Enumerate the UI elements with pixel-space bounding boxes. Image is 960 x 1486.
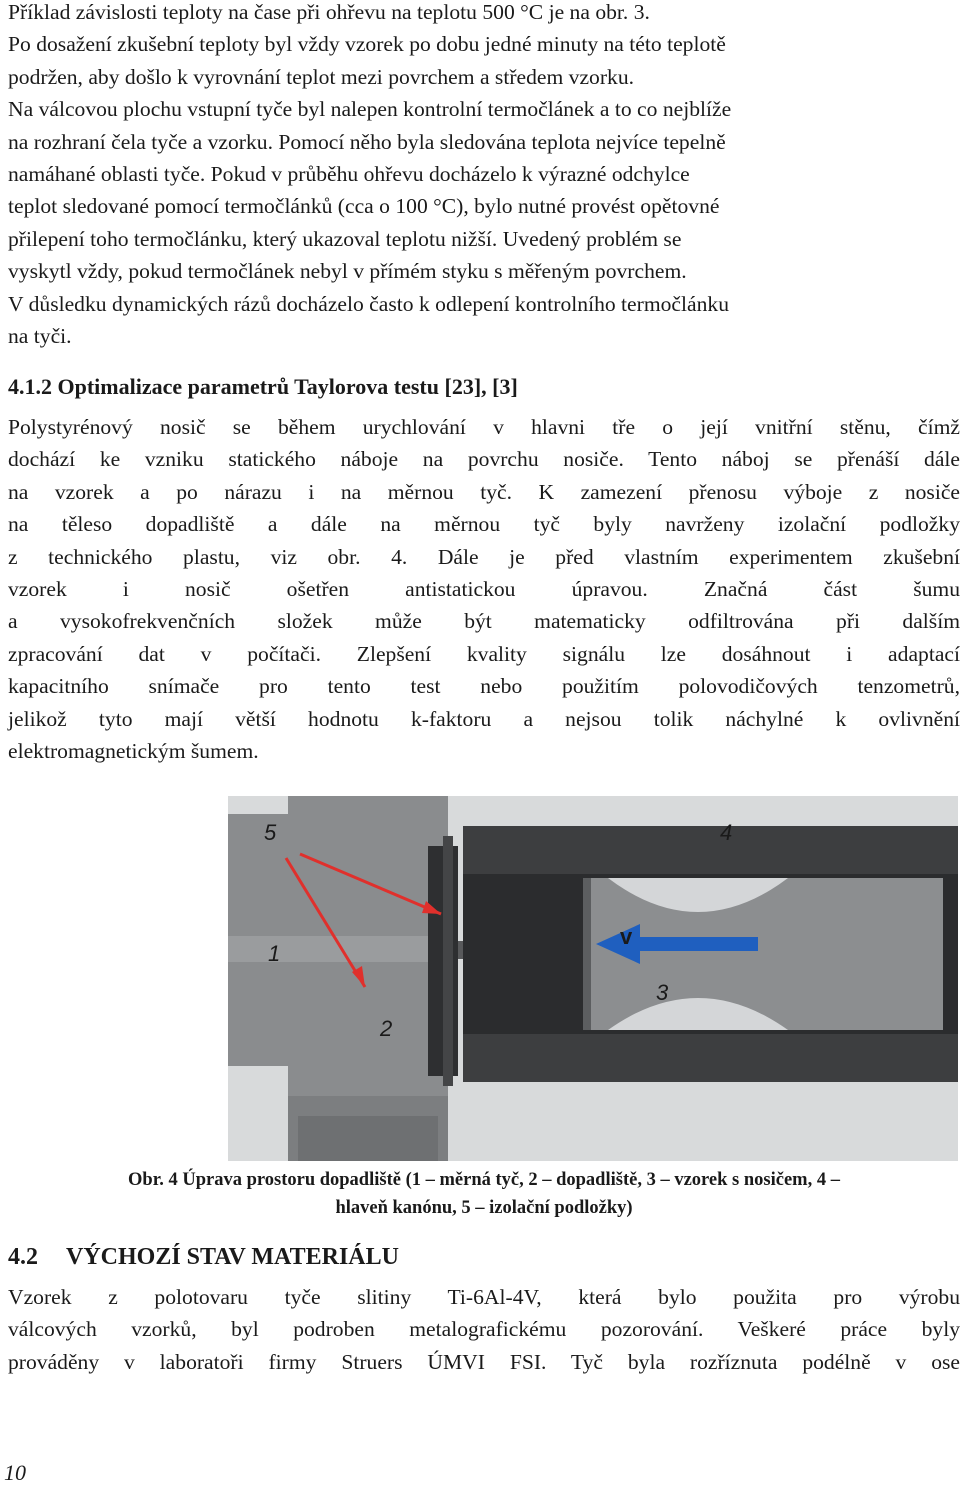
text-line: Příklad závislosti teploty na čase při ohřevu na teplotu 500 °C je na obr. 3. (8, 0, 650, 24)
barrel-bottom (463, 1034, 958, 1082)
text-line: Po dosažení zkušební teploty byl vždy vzorek po dobu jedné minuty na této teplotě (8, 32, 726, 57)
text-line: prováděny v laboratoři firmy Struers ÚMVI FSI. Tyč byla rozříznuta podélně v ose (8, 1349, 960, 1374)
text-line: V důsledku dynamických rázů docházelo často k odlepení kontrolního termočlánku (8, 291, 729, 316)
label-2: 2 (380, 1016, 393, 1041)
section-heading-4-1-2: 4.1.2 Optimalizace parametrů Taylorova testu [23], [3] (8, 374, 518, 399)
text-line: na vzorek a po nárazu i na měrnou tyč. K zamezení přenosu výboje z nosiče (8, 479, 960, 504)
text-line: Na válcovou plochu vstupní tyče byl nalepen kontrolní termočlánek a to co nejblíže (8, 97, 732, 122)
label-1: 1 (268, 941, 281, 966)
text-line: vzorek i nosič ošetřen antistatickou úpravou. Značná část šumu (8, 577, 960, 602)
label-v: v (620, 924, 633, 949)
section-number: 4.2 (8, 1244, 38, 1270)
label-4: 4 (720, 820, 733, 845)
text-line: elektromagnetickým šumem. (8, 739, 259, 764)
text-line: na těleso dopadliště a dále na měrnou tyč byly navrženy izolační podložky (8, 512, 960, 537)
paragraph-material (8, 1281, 960, 1378)
section-title: VÝCHOZÍ STAV MATERIÁLU (66, 1244, 399, 1270)
label-3: 3 (656, 980, 669, 1005)
insulation-pad (443, 836, 453, 1086)
caption-line: Obr. 4 Úprava prostoru dopadliště (1 – měrná tyč, 2 – dopadliště, 3 – vzorek s nosičem, 4 – (128, 1170, 840, 1190)
text-line: namáhané oblasti tyče. Pokud v průběhu ohřevu docházelo k výrazné odchylce (8, 162, 690, 187)
body-notch (228, 796, 288, 814)
text-line: na tyči. (8, 324, 72, 349)
text-line: z technického plastu, viz obr. 4. Dále je před vlastním experimentem zkušební (8, 544, 960, 569)
impact-body-foot (298, 1116, 438, 1161)
text-line: teplot sledované pomocí termočlánků (cca o 100 °C), bylo nutné provést opětovné (8, 194, 720, 219)
text-line: Polystyrénový nosič se během urychlování v hlavni tře o její vnitřní stěnu, čímž (8, 415, 960, 439)
barrel-top (463, 826, 958, 874)
velocity-arrow-shaft (638, 937, 758, 951)
paragraph-temperature (8, 0, 960, 352)
figure-impact-chamber (228, 796, 958, 1161)
measuring-bar (228, 936, 448, 962)
sample-face (583, 878, 591, 1030)
body-notch (228, 1066, 288, 1161)
text-line: kapacitního snímače pro tento test nebo použitím polovodičových tenzometrů, (8, 674, 960, 699)
impact-chamber-diagram (228, 796, 958, 1161)
page-number: 10 (4, 1460, 26, 1485)
paragraph-optimization (8, 411, 960, 767)
text-line: Vzorek z polotovaru tyče slitiny Ti-6Al-4V, která bylo použita pro výrobu (8, 1285, 960, 1309)
figure-caption (8, 1166, 960, 1222)
text-line: zpracování dat v počítači. Zlepšení kvality signálu lze dosáhnout i adaptací (8, 641, 960, 666)
text-line: dochází ke vzniku statického náboje na povrchu nosiče. Tento náboj se přenáší dále (8, 447, 960, 472)
text-line: jelikož tyto mají větší hodnotu k-faktoru a nejsou tolik náchylné k ovlivnění (8, 706, 960, 731)
text-line: přilepení toho termočlánku, který ukazoval teplotu nižší. Uvedený problém se (8, 226, 682, 251)
text-line: a vysokofrekvenčních složek může být matematicky odfiltrována při dalším (8, 609, 960, 634)
text-line: válcových vzorků, byl podroben metalografickému pozorování. Veškeré práce byly (8, 1317, 960, 1342)
text-line: vyskytl vždy, pokud termočlánek nebyl v přímém styku s měřeným povrchem. (8, 259, 687, 284)
label-5: 5 (264, 820, 277, 845)
section-heading-4-2 (8, 1244, 399, 1271)
caption-line: hlaveň kanónu, 5 – izolační podložky) (335, 1198, 633, 1218)
text-line: na rozhraní čela tyče a vzorku. Pomocí něho byla sledována teplota nejvíce tepelně (8, 129, 726, 154)
text-line: podržen, aby došlo k vyrovnání teplot mezi povrchem a středem vzorku. (8, 64, 635, 89)
